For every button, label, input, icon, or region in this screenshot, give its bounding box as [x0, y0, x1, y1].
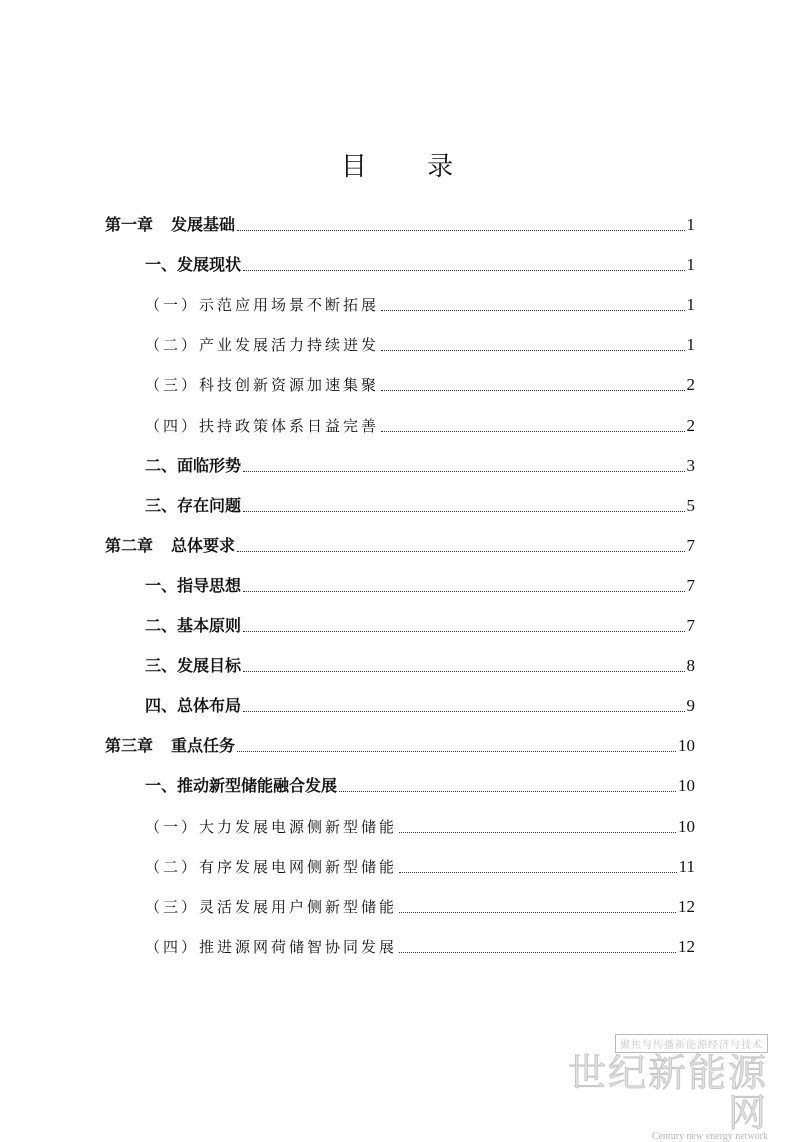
toc-page-number: 7 — [686, 616, 695, 635]
toc-leader-dots — [243, 590, 684, 592]
toc-entry[interactable] — [145, 328, 695, 356]
toc-entry-label: 四、总体布局 — [145, 696, 242, 715]
toc-entry[interactable] — [145, 569, 695, 597]
toc-entry[interactable] — [145, 850, 695, 878]
toc-leader-dots — [399, 951, 676, 953]
toc-leader-dots — [237, 750, 676, 752]
toc-page-number: 3 — [686, 456, 695, 475]
toc-page-number: 11 — [678, 857, 695, 876]
toc-entry-label: 一、发展现状 — [145, 255, 242, 274]
toc-entry[interactable] — [145, 248, 695, 276]
toc-leader-dots — [237, 550, 684, 552]
toc-page-number: 10 — [678, 776, 695, 795]
toc-page-number: 2 — [686, 375, 695, 394]
watermark-english: Century new energy network — [651, 1131, 768, 1142]
toc-leader-dots — [243, 510, 684, 512]
toc-page-number: 8 — [686, 656, 695, 675]
toc-entry[interactable] — [145, 930, 695, 958]
toc-leader-dots — [381, 349, 684, 351]
toc-leader-dots — [339, 790, 676, 792]
toc-entry-label: （三）灵活发展用户侧新型储能 — [145, 898, 398, 916]
toc-entry-label — [105, 735, 235, 757]
toc-entry[interactable] — [105, 529, 695, 557]
toc-entry-label: （一）大力发展电源侧新型储能 — [145, 818, 398, 836]
toc-chapter-title: 发展基础 — [171, 215, 236, 234]
page-title: 目 录 — [340, 152, 480, 182]
toc-entry-label: （一）示范应用场景不断拓展 — [145, 296, 380, 314]
watermark-name: 世纪新能源网 — [568, 1051, 769, 1135]
toc-entry-label: 三、发展目标 — [145, 656, 242, 675]
toc-chapter-number: 第一章 — [105, 215, 154, 234]
toc-page-number: 10 — [678, 736, 695, 755]
toc-page-number: 12 — [678, 937, 695, 956]
toc-entry-label: （三）科技创新资源加速集聚 — [145, 376, 380, 394]
toc-entry[interactable] — [105, 208, 695, 236]
toc-entry-label: 一、推动新型储能融合发展 — [145, 776, 338, 795]
toc-leader-dots — [243, 470, 684, 472]
toc-leader-dots — [237, 229, 684, 231]
toc-entry[interactable] — [145, 689, 695, 717]
toc-entry-label — [105, 214, 235, 236]
toc-leader-dots — [243, 710, 684, 712]
toc-page-number: 5 — [686, 496, 695, 515]
toc-entry[interactable] — [145, 890, 695, 918]
toc-chapter-title: 总体要求 — [171, 536, 236, 555]
toc-leader-dots — [399, 831, 676, 833]
toc-leader-dots — [399, 871, 677, 873]
watermark-logo — [568, 1033, 769, 1142]
toc-entry-label: （二）有序发展电网侧新型储能 — [145, 858, 398, 876]
toc-chapter-number: 第三章 — [105, 736, 154, 755]
toc-entry[interactable] — [145, 649, 695, 677]
toc-page-number: 7 — [686, 536, 695, 555]
toc-page-number: 1 — [686, 295, 695, 314]
toc-entry[interactable] — [145, 769, 695, 797]
toc-leader-dots — [243, 269, 684, 271]
toc-entry[interactable] — [145, 368, 695, 396]
toc-entry[interactable] — [145, 409, 695, 437]
toc-page-number: 1 — [686, 255, 695, 274]
toc-entry[interactable] — [145, 810, 695, 838]
toc-entry-label: 一、指导思想 — [145, 576, 242, 595]
toc-entry-label: （四）扶持政策体系日益完善 — [145, 417, 380, 435]
toc-entry-label: （二）产业发展活力持续迸发 — [145, 336, 380, 354]
toc-entry[interactable] — [105, 729, 695, 757]
toc-entry-label: （四）推进源网荷储智协同发展 — [145, 938, 398, 956]
toc-entry-label — [105, 535, 235, 557]
toc-leader-dots — [399, 911, 676, 913]
toc-leader-dots — [381, 309, 684, 311]
toc-entry-label: 二、面临形势 — [145, 456, 242, 475]
toc-entry[interactable] — [145, 288, 695, 316]
toc-leader-dots — [243, 670, 684, 672]
toc-leader-dots — [381, 430, 684, 432]
watermark-tagline: 聚焦与传播新能源经济与技术 — [615, 1034, 768, 1053]
toc-entry[interactable] — [145, 609, 695, 637]
toc-entry[interactable] — [145, 489, 695, 517]
toc-page-number: 10 — [678, 817, 695, 836]
toc-page-number: 2 — [686, 416, 695, 435]
toc-chapter-number: 第二章 — [105, 536, 154, 555]
toc-page-number: 9 — [686, 696, 695, 715]
toc-leader-dots — [381, 389, 684, 391]
toc-chapter-title: 重点任务 — [171, 736, 236, 755]
toc-entry-label: 三、存在问题 — [145, 496, 242, 515]
toc-page-number: 12 — [678, 897, 695, 916]
toc-page-number: 7 — [686, 576, 695, 595]
toc-leader-dots — [243, 630, 684, 632]
toc-page-number: 1 — [686, 335, 695, 354]
toc-entry[interactable] — [145, 449, 695, 477]
toc-entry-label: 二、基本原则 — [145, 616, 242, 635]
toc-page-number: 1 — [686, 215, 695, 234]
